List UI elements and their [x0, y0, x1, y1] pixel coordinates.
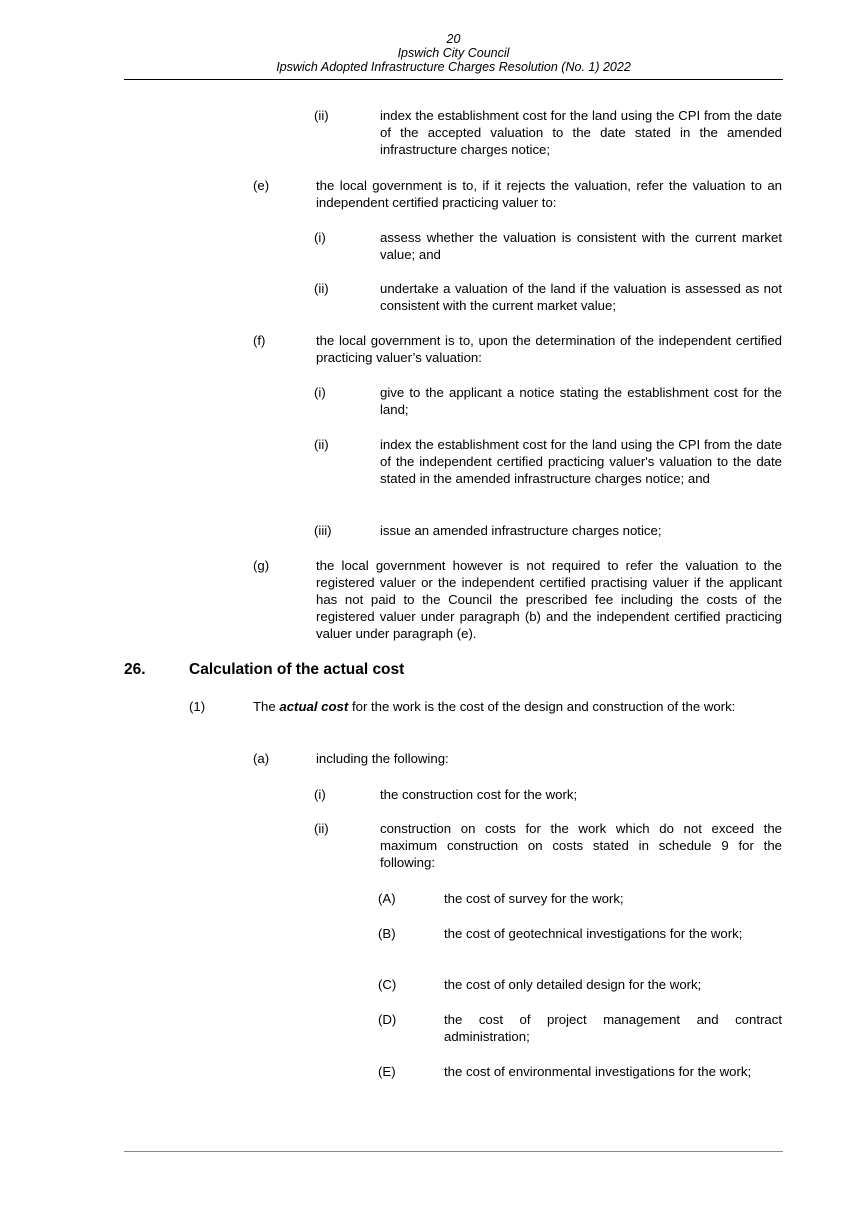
clause-label: (i) — [314, 787, 326, 802]
clause-label: (iii) — [314, 523, 332, 538]
subclause-label: (D) — [378, 1012, 397, 1027]
clause-label: (ii) — [314, 281, 329, 296]
section-title: Calculation of the actual cost — [189, 661, 405, 678]
clause-label: (ii) — [314, 821, 329, 836]
clause-text: give to the applicant a notice stating the establishment cost for the land; — [380, 385, 782, 417]
section-number: 26. — [124, 661, 146, 678]
clause-label: (ii) — [314, 437, 329, 452]
clause-label: (i) — [314, 385, 326, 400]
subclause-text: the cost of survey for the work; — [444, 891, 624, 906]
subsection-text-before: The — [253, 699, 280, 714]
paragraph-text: including the following: — [316, 751, 449, 766]
subclause-label: (B) — [378, 926, 396, 941]
paragraph-label: (a) — [253, 751, 270, 766]
clause-text: undertake a valuation of the land if the valuation is assessed as not consistent with the current market value; — [380, 281, 782, 313]
organisation-name: Ipswich City Council — [397, 46, 510, 60]
subsection-text-after: for the work is the cost of the design and construction of the work: — [348, 699, 736, 714]
header-rule — [124, 79, 783, 80]
subclause-label: (A) — [378, 891, 396, 906]
footer-rule — [124, 1151, 783, 1152]
document-title: Ipswich Adopted Infrastructure Charges Resolution (No. 1) 2022 — [276, 60, 631, 74]
clause-text: assess whether the valuation is consistent with the current market value; and — [380, 230, 782, 262]
subclause-text: the cost of environmental investigations for the work; — [444, 1064, 752, 1079]
clause-text: issue an amended infrastructure charges notice; — [380, 523, 662, 538]
subsection-label: (1) — [189, 699, 206, 714]
subclause-text: the cost of project management and contract administration; — [444, 1012, 782, 1044]
clause-label: (i) — [314, 230, 326, 245]
paragraph-label: (e) — [253, 178, 270, 193]
defined-term: actual cost — [279, 699, 349, 714]
page-number: 20 — [446, 32, 461, 46]
clause-text: construction on costs for the work which do not exceed the maximum construction on costs stated in schedule 9 for the following: — [380, 821, 782, 870]
paragraph-text: the local government is to, if it rejects the valuation, refer the valuation to an independent certified practicing valuer to: — [316, 178, 782, 210]
paragraph-text: the local government is to, upon the determination of the independent certified practicing valuer’s valuation: — [316, 333, 782, 365]
subclause-text: the cost of only detailed design for the work; — [444, 977, 702, 992]
subsection-text — [253, 698, 782, 715]
clause-text: the construction cost for the work; — [380, 787, 578, 802]
paragraph-text: the local government however is not required to refer the valuation to the registered valuer or the independent certified practising valuer if the applicant has not paid to the Council the prescribed fee including the costs of the registered valuer under paragraph (b) and the independent certified practicing valuer under paragraph (e). — [316, 558, 782, 641]
subclause-label: (E) — [378, 1064, 396, 1079]
paragraph-label: (g) — [253, 558, 270, 573]
subclause-text: the cost of geotechnical investigations for the work; — [444, 926, 743, 941]
paragraph-label: (f) — [253, 333, 266, 348]
clause-text: index the establishment cost for the land using the CPI from the date of the accepted valuation to the date stated in the amended infrastructure charges notice; — [380, 108, 782, 157]
subclause-label: (C) — [378, 977, 397, 992]
clause-label: (ii) — [314, 108, 329, 123]
clause-text: index the establishment cost for the land using the CPI from the date of the independent certified practicing valuer's valuation to the date stated in the amended infrastructure charges notice; and — [380, 437, 782, 486]
